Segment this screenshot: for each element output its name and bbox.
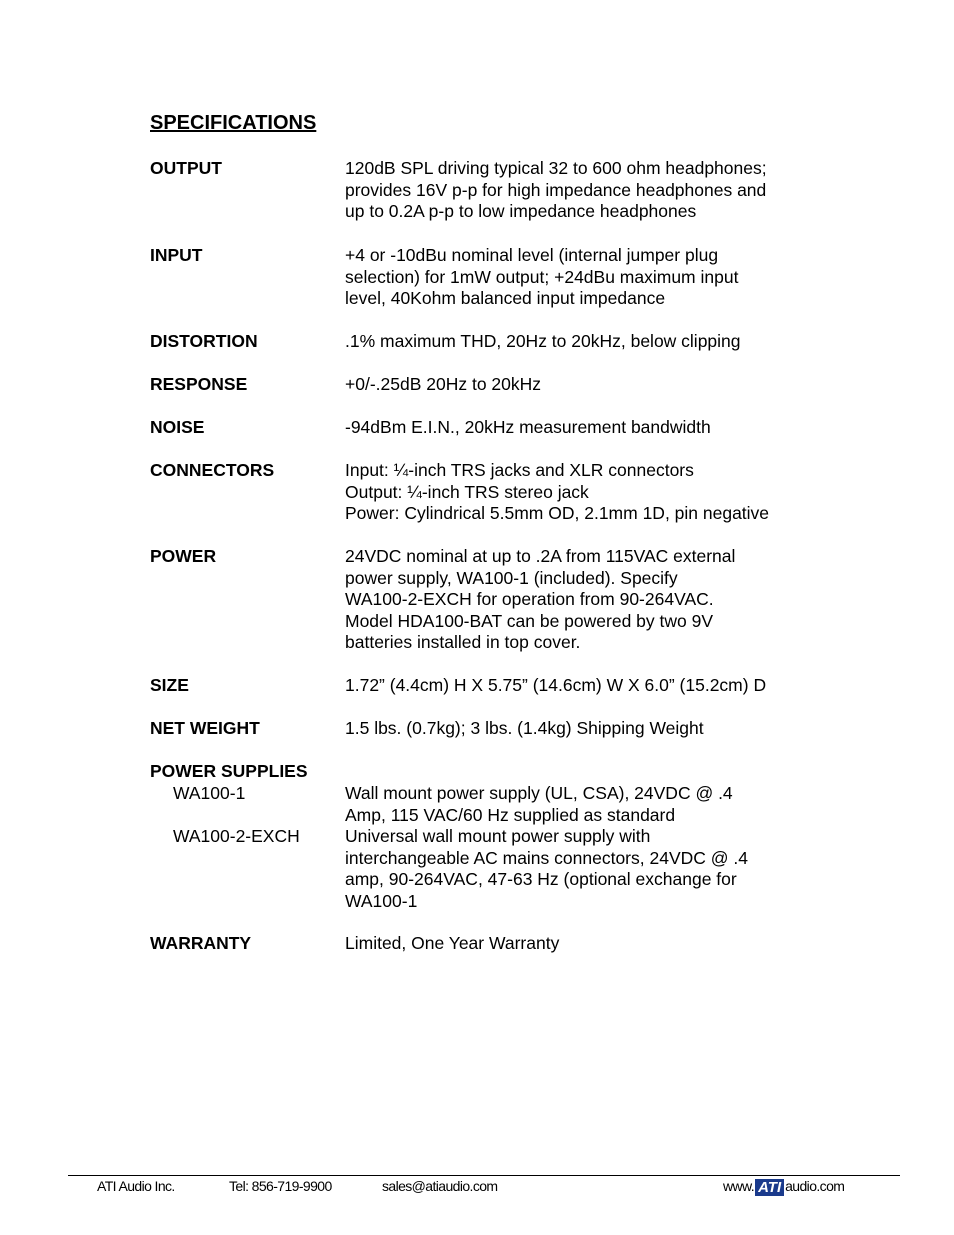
spec-value-line: .1% maximum THD, 20Hz to 20kHz, below clipping [345, 331, 741, 351]
footer-telephone: Tel: 856-719-9900 [229, 1178, 332, 1194]
spec-value [345, 718, 815, 740]
spec-label: POWER SUPPLIES [150, 761, 308, 781]
page-title: SPECIFICATIONS [150, 112, 317, 134]
spec-value [345, 374, 815, 396]
spec-value-line: +0/-.25dB 20Hz to 20kHz [345, 374, 542, 394]
spec-value-line: Output: ¼-inch TRS stereo jack [345, 481, 589, 502]
footer-company: ATI Audio Inc. [97, 1178, 175, 1194]
spec-value-line: 1.5 lbs. (0.7kg); 3 lbs. (1.4kg) Shipping Weight [345, 718, 704, 738]
spec-label: OUTPUT [150, 158, 222, 178]
spec-label: CONNECTORS [150, 460, 275, 480]
spec-value-line: -94dBm E.I.N., 20kHz measurement bandwidth [345, 417, 711, 437]
spec-value-line: Limited, One Year Warranty [345, 933, 560, 953]
spec-value-line: +4 or -10dBu nominal level (internal jumper plug [345, 245, 719, 265]
website-suffix: audio.com [785, 1178, 845, 1194]
footer-divider [68, 1175, 900, 1176]
spec-value-line: 120dB SPL driving typical 32 to 600 ohm headphones; [345, 158, 767, 178]
spec-value-line: selection) for 1mW output; +24dBu maximum input [345, 266, 739, 287]
spec-value [345, 417, 815, 439]
ati-logo: ATI [755, 1179, 784, 1196]
spec-value-line: WA100-2-EXCH for operation from 90-264VAC. [345, 589, 714, 609]
power-supply-model: WA100-1 [173, 783, 246, 803]
spec-label: WARRANTY [150, 933, 252, 953]
spec-label: SIZE [150, 675, 189, 695]
power-supply-description-line: interchangeable AC mains connectors, 24VDC @ .4 [345, 847, 748, 868]
spec-label: POWER [150, 546, 217, 566]
power-supply-description-line: Amp, 115 VAC/60 Hz supplied as standard [345, 804, 676, 825]
spec-value-line: up to 0.2A p-p to low impedance headphones [345, 201, 697, 221]
spec-value-line: provides 16V p-p for high impedance headphones and [345, 179, 767, 200]
spec-value [345, 675, 815, 697]
spec-label: NOISE [150, 417, 205, 437]
spec-value-line: 24VDC nominal at up to .2A from 115VAC external [345, 546, 736, 566]
spec-value [345, 331, 815, 353]
spec-value-line: Model HDA100-BAT can be powered by two 9V [345, 610, 714, 631]
power-supply-description-line: WA100-1 [345, 890, 418, 911]
spec-value [345, 158, 815, 223]
spec-label: INPUT [150, 245, 203, 265]
spec-value-line: power supply, WA100-1 (included). Specify [345, 567, 678, 588]
spec-value-line: Input: ¼-inch TRS jacks and XLR connectors [345, 460, 694, 480]
spec-value [345, 460, 815, 525]
spec-value [345, 245, 815, 310]
spec-value [345, 546, 815, 654]
spec-label: RESPONSE [150, 374, 248, 394]
power-supply-model: WA100-2-EXCH [173, 826, 300, 846]
spec-value-line: batteries installed in top cover. [345, 632, 581, 652]
spec-value [345, 933, 815, 955]
spec-value-line: Power: Cylindrical 5.5mm OD, 2.1mm 1D, pin negative [345, 503, 770, 523]
spec-value-line: 1.72” (4.4cm) H X 5.75” (14.6cm) W X 6.0” (15.2cm) D [345, 675, 767, 695]
footer-email[interactable]: sales@atiaudio.com [382, 1178, 498, 1194]
power-supply-description-line: amp, 90-264VAC, 47-63 Hz (optional exchange for [345, 869, 737, 889]
website-prefix: www. [723, 1178, 755, 1194]
power-supply-description-line: Universal wall mount power supply with [345, 826, 651, 846]
spec-value-line: level, 40Kohm balanced input impedance [345, 288, 666, 308]
power-supply-description-line: Wall mount power supply (UL, CSA), 24VDC @ .4 [345, 783, 733, 803]
footer-website[interactable] [723, 1178, 844, 1196]
spec-label: NET WEIGHT [150, 718, 260, 738]
spec-label: DISTORTION [150, 331, 258, 351]
